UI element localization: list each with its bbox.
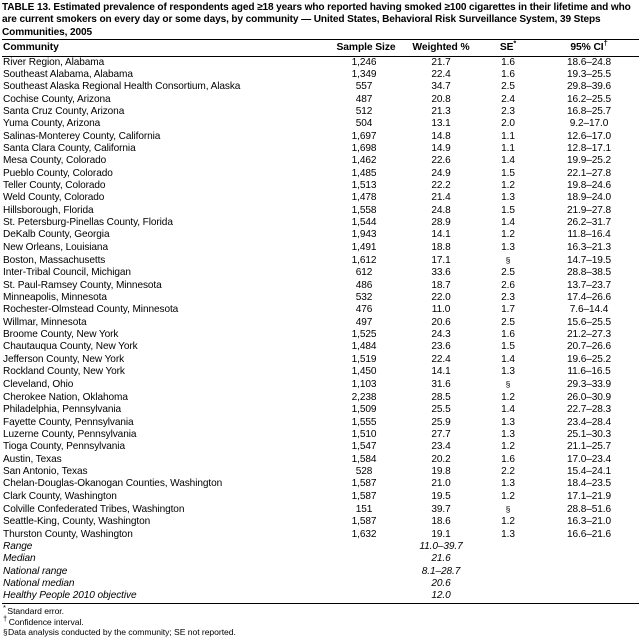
table-row [2, 304, 639, 316]
table-row [2, 131, 639, 143]
cell-community: National median [3, 577, 75, 589]
summary-row [2, 578, 639, 590]
table-row [2, 341, 639, 353]
table-row [2, 217, 639, 229]
cell-weighted-percent: 11.0 [431, 304, 451, 316]
cell-se: 1.2 [501, 441, 515, 453]
cell-se: 1.6 [501, 68, 515, 80]
cell-sample-size: 1,547 [351, 441, 377, 453]
cell-sample-size: 1,519 [351, 353, 377, 365]
cell-ci: 26.0–30.9 [566, 391, 611, 403]
table-row [2, 56, 639, 69]
cell-sample-size: 1,513 [351, 179, 377, 191]
column-header-ci [539, 40, 639, 57]
cell-se: 1.5 [501, 167, 515, 179]
cell-weighted-percent: 13.1 [431, 118, 451, 130]
cell-sample-size: 612 [355, 267, 373, 279]
cell-ci: 23.4–28.4 [566, 416, 611, 428]
cell-community: Healthy People 2010 objective [3, 590, 137, 602]
cell-weighted-percent: 24.3 [431, 329, 451, 341]
footnote-marker-ci: † [603, 38, 608, 48]
cell-weighted-percent: 28.9 [431, 217, 451, 228]
cell-ci: 22.7–28.3 [566, 404, 611, 416]
cell-se: 2.0 [501, 118, 515, 130]
cell-sample-size: 1,491 [351, 241, 377, 253]
cell-community: Cleveland, Ohio [3, 379, 74, 391]
table-row [2, 168, 639, 180]
cell-community: Southeast Alabama, Alabama [3, 68, 133, 80]
cell-ci: 16.8–25.7 [566, 105, 611, 117]
cell-se: § [505, 379, 511, 390]
cell-ci: 21.9–27.8 [566, 204, 611, 216]
cell-ci [539, 541, 639, 553]
table-row [2, 118, 639, 130]
footnote-marker: † [3, 613, 8, 623]
cell-ci: 19.3–25.5 [566, 68, 611, 80]
cell-weighted-percent: 19.1 [431, 528, 451, 540]
cell-ci: 16.2–25.5 [566, 93, 611, 105]
cell-weighted-percent: 23.6 [431, 341, 451, 353]
cell-weighted-percent: 21.3 [431, 105, 451, 117]
cell-ci: 15.6–25.5 [566, 316, 611, 328]
cell-community: Santa Cruz County, Arizona [3, 105, 125, 117]
cell-sample-size: 504 [355, 118, 373, 130]
footnote-marker: § [3, 628, 8, 638]
cell-weighted-percent: 31.6 [431, 379, 451, 391]
cell-ci: 13.7–23.7 [566, 279, 611, 291]
table-title: TABLE 13. Estimated prevalence of respondents aged ≥18 years who reported having smoked ≥100 cigarettes in their lifetime and who are current smokers on every day or some days, by community — United States, Behavioral Risk Surveillance System, 39 Steps Communities, 2005 [2, 2, 631, 38]
cell-se: 1.6 [501, 453, 515, 465]
table-row [2, 81, 639, 93]
cell-ci: 18.9–24.0 [566, 192, 611, 204]
cell-weighted-percent: 27.7 [431, 428, 451, 440]
table-row [2, 267, 639, 279]
cell-weighted-percent: 11.0–39.7 [419, 540, 463, 552]
cell-se: 2.5 [501, 81, 515, 93]
cell-community: Southeast Alaska Regional Health Consortium, Alaska [3, 81, 241, 93]
cell-ci: 17.4–26.6 [566, 292, 611, 304]
cell-ci [539, 553, 639, 565]
cell-weighted-percent: 24.8 [431, 204, 451, 216]
cell-se: 2.6 [501, 279, 515, 291]
cell-se: 1.4 [501, 353, 515, 365]
cell-community: Santa Clara County, California [3, 142, 136, 154]
cell-community: Pueblo County, Colorado [3, 167, 113, 179]
cell-ci: 25.1–30.3 [566, 428, 611, 440]
cell-se: 1.5 [501, 204, 515, 216]
cell-community: Minneapolis, Minnesota [3, 292, 107, 304]
footnote-text: Data analysis conducted by the community; SE not reported. [8, 627, 236, 638]
cell-ci: 17.1–21.9 [566, 490, 611, 502]
cell-sample-size: 528 [355, 465, 373, 477]
cell-weighted-percent: 22.4 [431, 353, 451, 365]
table-row [2, 242, 639, 254]
cell-weighted-percent: 39.7 [431, 503, 451, 515]
table-row [2, 378, 639, 391]
cell-ci: 28.8–38.5 [566, 267, 611, 279]
summary-row [2, 541, 639, 553]
cell-se: 1.2 [501, 391, 515, 403]
cell-weighted-percent: 14.9 [431, 142, 451, 154]
cell-sample-size: 512 [355, 105, 373, 117]
cell-ci: 12.8–17.1 [566, 142, 611, 154]
table-row [2, 229, 639, 241]
column-header-community: Community [2, 40, 327, 57]
cell-sample-size: 1,587 [351, 478, 377, 490]
table-row [2, 454, 639, 466]
cell-weighted-percent: 12.0 [431, 590, 451, 602]
cell-se: 1.4 [501, 404, 515, 416]
cell-weighted-percent: 21.0 [431, 478, 451, 490]
cell-community: Willmar, Minnesota [3, 316, 87, 328]
cell-weighted-percent: 20.6 [431, 577, 451, 589]
cell-weighted-percent: 25.5 [431, 404, 451, 416]
cell-sample-size [327, 541, 405, 553]
cell-se: 1.5 [501, 341, 515, 353]
table-row [2, 329, 639, 341]
cell-ci: 18.4–23.5 [566, 478, 611, 490]
summary-row [2, 590, 639, 602]
table-row [2, 94, 639, 106]
cell-weighted-percent: 33.6 [431, 267, 451, 279]
cell-sample-size: 1,698 [351, 142, 377, 154]
footnote-text: Standard error. [7, 606, 64, 617]
table-row [2, 317, 639, 329]
cell-community: River Region, Alabama [3, 56, 105, 68]
cell-community: Cherokee Nation, Oklahoma [3, 391, 128, 403]
cell-ci: 16.6–21.6 [566, 528, 611, 540]
cell-sample-size: 532 [355, 292, 373, 304]
table-bottom-rule-cell [2, 603, 639, 604]
cell-community: St. Petersburg-Pinellas County, Florida [3, 217, 173, 228]
cell-community: San Antonio, Texas [3, 465, 88, 477]
table-row [2, 143, 639, 155]
cell-community: Philadelphia, Pennsylvania [3, 404, 122, 416]
cell-sample-size: 1,510 [351, 428, 377, 440]
table-row [2, 354, 639, 366]
cell-sample-size: 1,478 [351, 192, 377, 204]
cell-sample-size: 557 [355, 81, 373, 93]
column-header-se-label: SE [499, 42, 514, 54]
cell-community: Cochise County, Arizona [3, 93, 111, 105]
column-header-se [477, 40, 539, 57]
cell-se: 1.3 [501, 366, 515, 378]
cell-se [477, 541, 539, 553]
cell-weighted-percent: 14.1 [431, 229, 451, 241]
cell-sample-size: 476 [355, 304, 373, 316]
table-row [2, 417, 639, 429]
cell-se: 2.5 [501, 316, 515, 328]
cell-sample-size: 1,612 [351, 255, 377, 267]
cell-community: Austin, Texas [3, 453, 62, 465]
cell-se: 1.3 [501, 192, 515, 204]
cell-weighted-percent: 21.6 [431, 553, 451, 565]
cell-ci [539, 590, 639, 602]
cell-se: 1.2 [501, 490, 515, 502]
column-header-weighted-percent: Weighted % [405, 40, 477, 57]
cell-sample-size: 1,509 [351, 404, 377, 416]
cell-se: § [505, 255, 511, 266]
cell-community: Teller County, Colorado [3, 179, 106, 191]
cell-sample-size: 1,103 [351, 379, 377, 391]
cell-sample-size [327, 590, 405, 602]
cell-sample-size: 486 [355, 279, 373, 291]
cell-sample-size [327, 553, 405, 565]
cell-se: 1.3 [501, 416, 515, 428]
cell-community: Clark County, Washington [3, 490, 117, 502]
summary-row [2, 566, 639, 578]
cell-se [477, 566, 539, 578]
cell-weighted-percent: 18.7 [431, 279, 451, 291]
cell-se: 1.2 [501, 516, 515, 528]
cell-se: 1.2 [501, 179, 515, 191]
cell-weighted-percent: 19.8 [431, 465, 451, 477]
cell-weighted-percent: 24.9 [431, 167, 451, 179]
cell-community: Chelan-Douglas-Okanogan Counties, Washington [3, 478, 223, 490]
cell-community: Inter-Tribal Council, Michigan [3, 267, 131, 279]
cell-ci: 29.3–33.9 [566, 379, 611, 391]
cell-ci: 11.8–16.4 [567, 229, 611, 241]
cell-weighted-percent: 34.7 [431, 81, 451, 93]
cell-sample-size: 1,525 [351, 329, 377, 341]
cell-ci: 19.9–25.2 [566, 155, 611, 167]
cell-ci [539, 578, 639, 590]
column-header-ci-label: 95% CI [570, 42, 604, 54]
cell-weighted-percent: 20.8 [431, 93, 451, 105]
cell-weighted-percent: 25.9 [431, 416, 451, 428]
cell-ci: 12.6–17.0 [566, 130, 611, 142]
cell-community: Thurston County, Washington [3, 528, 133, 540]
cell-ci: 20.7–26.6 [566, 341, 611, 353]
cell-ci: 14.7–19.5 [566, 255, 611, 267]
cell-community: Rochester-Olmstead County, Minnesota [3, 304, 179, 316]
cell-se: 1.1 [501, 130, 515, 142]
cell-community: Chautauqua County, New York [3, 341, 138, 353]
cell-sample-size: 1,555 [351, 416, 377, 428]
cell-se: 1.6 [501, 329, 515, 341]
cell-sample-size: 151 [355, 503, 373, 515]
cell-weighted-percent: 22.6 [431, 155, 451, 167]
cell-community: Broome County, New York [3, 329, 119, 341]
cell-weighted-percent: 23.4 [431, 441, 451, 453]
cell-community: Range [3, 540, 33, 552]
cell-community: Yuma County, Arizona [3, 118, 101, 130]
cell-se: 2.3 [501, 105, 515, 117]
cell-community: Weld County, Colorado [3, 192, 105, 204]
cell-sample-size: 1,484 [351, 341, 377, 353]
cell-sample-size: 1,632 [351, 528, 377, 540]
cell-sample-size: 1,462 [351, 155, 377, 167]
table-row [2, 404, 639, 416]
table-row [2, 69, 639, 81]
cell-sample-size: 1,697 [351, 130, 377, 142]
table-row [2, 441, 639, 453]
table-head [2, 40, 639, 57]
cell-sample-size: 487 [355, 93, 373, 105]
cell-weighted-percent: 18.6 [431, 516, 451, 528]
cell-weighted-percent: 17.1 [431, 255, 451, 267]
cell-se: 1.7 [501, 304, 515, 316]
cell-sample-size [327, 566, 405, 578]
cell-se [477, 578, 539, 590]
cell-se: 1.1 [501, 142, 515, 154]
cell-se: 1.4 [501, 217, 515, 228]
footnote-text: Confidence interval. [8, 616, 84, 627]
cell-ci: 28.8–51.6 [566, 503, 611, 515]
footnote-item [3, 613, 639, 628]
cell-weighted-percent: 20.6 [431, 316, 451, 328]
cell-ci: 16.3–21.0 [566, 516, 611, 528]
cell-ci: 29.8–39.6 [566, 81, 611, 93]
cell-weighted-percent: 18.8 [431, 241, 451, 253]
cell-ci: 18.6–24.8 [566, 56, 611, 68]
cell-ci: 19.8–24.6 [566, 179, 611, 191]
cell-sample-size [327, 578, 405, 590]
footnotes [3, 603, 639, 638]
cell-ci: 11.6–16.5 [567, 366, 611, 378]
cell-se: 1.6 [501, 56, 515, 68]
cell-community: Jefferson County, New York [3, 353, 125, 365]
cell-se: 1.4 [501, 155, 515, 167]
cell-ci: 15.4–24.1 [566, 465, 611, 477]
table-row [2, 292, 639, 304]
table-row [2, 478, 639, 490]
cell-se [477, 590, 539, 602]
cell-community: Rockland County, New York [3, 366, 125, 378]
cell-weighted-percent: 14.1 [431, 366, 451, 378]
cell-community: National range [3, 565, 68, 577]
table-row [2, 392, 639, 404]
cell-sample-size: 1,587 [351, 516, 377, 528]
cell-weighted-percent: 22.2 [431, 179, 451, 191]
cell-sample-size: 1,246 [351, 56, 377, 68]
table-row [2, 180, 639, 192]
cell-ci: 22.1–27.8 [566, 167, 611, 179]
cell-weighted-percent: 21.7 [431, 56, 451, 68]
table-row [2, 192, 639, 204]
cell-se [477, 553, 539, 565]
cell-se: § [505, 503, 511, 514]
cell-community: Tioga County, Pennsylvania [3, 441, 125, 453]
footnote-marker: * [3, 603, 6, 613]
cell-se: 1.3 [501, 478, 515, 490]
cell-ci: 21.1–25.7 [566, 441, 611, 453]
cell-sample-size: 1,558 [351, 204, 377, 216]
table-row [2, 366, 639, 378]
cell-se: 1.3 [501, 241, 515, 253]
table-row [2, 503, 639, 516]
cell-community: Mesa County, Colorado [3, 155, 107, 167]
cell-ci: 26.2–31.7 [566, 217, 611, 228]
cell-sample-size: 1,584 [351, 453, 377, 465]
cell-community: Salinas-Monterey County, California [3, 130, 161, 142]
table-bottom-rule [2, 603, 639, 604]
cell-weighted-percent: 28.5 [431, 391, 451, 403]
cell-ci: 9.2–17.0 [569, 118, 609, 130]
cell-sample-size: 497 [355, 316, 373, 328]
cell-weighted-percent: 8.1–28.7 [421, 565, 461, 577]
cell-sample-size: 1,587 [351, 490, 377, 502]
cell-se: 2.4 [501, 93, 515, 105]
cell-community: DeKalb County, Georgia [3, 229, 110, 241]
cell-weighted-percent: 20.2 [431, 453, 451, 465]
summary-row [2, 553, 639, 565]
cell-weighted-percent: 19.5 [431, 490, 451, 502]
footnote-marker-se: * [513, 38, 517, 48]
cell-community: Fayette County, Pennsylvania [3, 416, 134, 428]
cell-ci: 17.0–23.4 [566, 453, 611, 465]
cell-ci [539, 566, 639, 578]
prevalence-table [2, 39, 639, 604]
cell-weighted-percent: 14.8 [431, 130, 451, 142]
cell-ci: 21.2–27.3 [566, 329, 611, 341]
table-row [2, 155, 639, 167]
cell-community: Seattle-King, County, Washington [3, 516, 151, 528]
cell-sample-size: 1,544 [351, 217, 377, 228]
cell-ci: 7.6–14.4 [569, 304, 609, 316]
cell-se: 2.5 [501, 267, 515, 279]
cell-se: 1.2 [501, 229, 515, 241]
cell-ci: 19.6–25.2 [566, 353, 611, 365]
table-row [2, 106, 639, 118]
cell-sample-size: 1,943 [351, 229, 377, 241]
cell-community: Median [3, 553, 36, 565]
cell-community: New Orleans, Louisiana [3, 241, 108, 253]
table-body [2, 56, 639, 603]
table-row [2, 205, 639, 217]
cell-se: 1.3 [501, 428, 515, 440]
table-row [2, 466, 639, 478]
table-row [2, 280, 639, 292]
cell-community: Colville Confederated Tribes, Washington [3, 503, 185, 515]
table-row [2, 529, 639, 541]
cell-sample-size: 2,238 [351, 391, 377, 403]
table-row [2, 491, 639, 503]
cell-se: 1.3 [501, 528, 515, 540]
table-row [2, 429, 639, 441]
table-header-row [2, 40, 639, 57]
cell-community: St. Paul-Ramsey County, Minnesota [3, 279, 162, 291]
cell-sample-size: 1,485 [351, 167, 377, 179]
cell-ci: 16.3–21.3 [566, 241, 611, 253]
cell-weighted-percent: 22.0 [431, 292, 451, 304]
column-header-sample-size: Sample Size [327, 40, 405, 57]
footnote-item [3, 603, 639, 617]
cell-sample-size: 1,349 [351, 68, 377, 80]
cell-community: Boston, Massachusetts [3, 255, 106, 267]
cell-se: 2.2 [501, 465, 515, 477]
cell-weighted-percent: 21.4 [431, 192, 451, 204]
table-row [2, 254, 639, 267]
cell-community: Luzerne County, Pennsylvania [3, 428, 137, 440]
cell-weighted-percent: 22.4 [431, 68, 451, 80]
cell-se: 2.3 [501, 292, 515, 304]
cell-community: Hillsborough, Florida [3, 204, 94, 216]
cell-sample-size: 1,450 [351, 366, 377, 378]
table-row [2, 516, 639, 528]
